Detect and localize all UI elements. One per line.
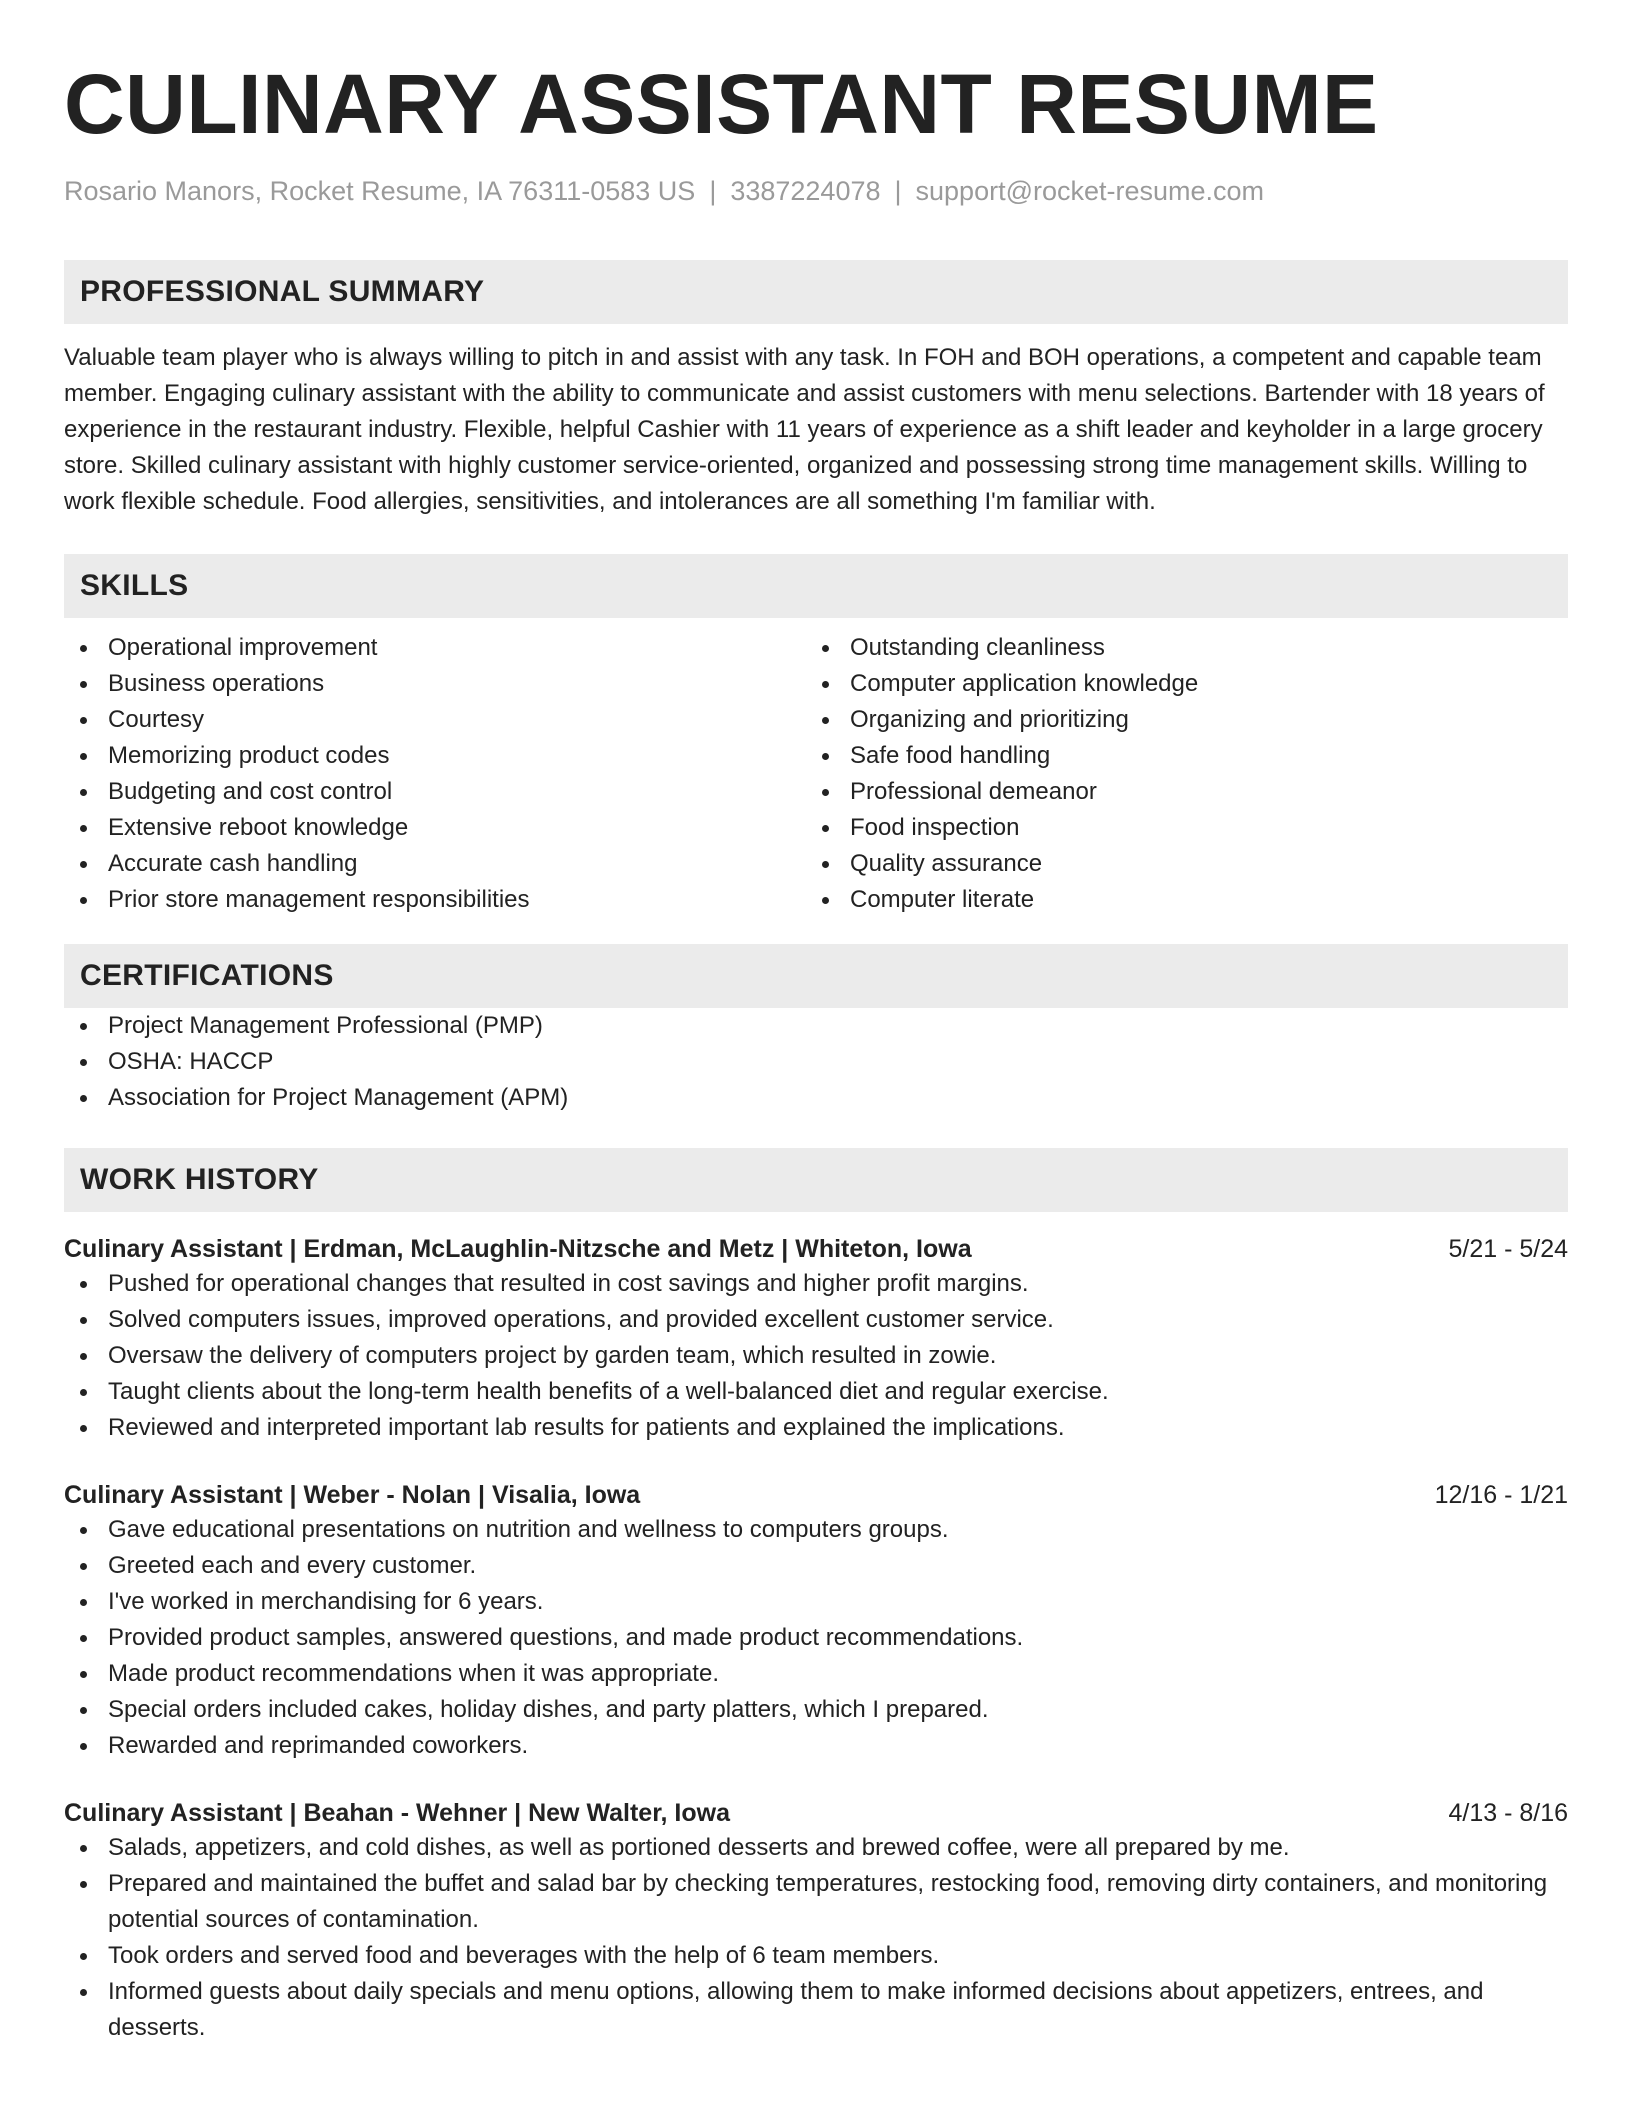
section-heading-summary: PROFESSIONAL SUMMARY [64, 260, 1568, 324]
skills-right-list [806, 630, 1548, 918]
job-bullet: Taught clients about the long-term health benefits of a well-balanced diet and regular exercise. [64, 1374, 1568, 1410]
job-bullet: Prepared and maintained the buffet and salad bar by checking temperatures, restocking food, removing dirty containers, and monitoring potential sources of contamination. [64, 1866, 1568, 1938]
job-bullet: Took orders and served food and beverages with the help of 6 team members. [64, 1938, 1568, 1974]
job-title: Culinary Assistant | Erdman, McLaughlin-Nitzsche and Metz | Whiteton, Iowa [64, 1235, 972, 1263]
skill-item: Computer literate [806, 882, 1548, 918]
job-bullet: Reviewed and interpreted important lab results for patients and explained the implications. [64, 1410, 1568, 1446]
job-entry [64, 1232, 1568, 1446]
contact-address: Rosario Manors, Rocket Resume, IA 76311-0583 US [64, 176, 696, 206]
resume-title: CULINARY ASSISTANT RESUME [64, 57, 1379, 151]
contact-email: support@rocket-resume.com [915, 176, 1265, 206]
contact-phone: 3387224078 [730, 176, 881, 206]
skill-item: Computer application knowledge [806, 666, 1548, 702]
job-title: Culinary Assistant | Beahan - Wehner | New Walter, Iowa [64, 1799, 731, 1827]
skills-left-list [64, 630, 806, 918]
job-bullet-list [64, 1266, 1568, 1446]
certifications-list [64, 1008, 1568, 1116]
skill-item: Courtesy [64, 702, 806, 738]
skill-item: Business operations [64, 666, 806, 702]
job-entry [64, 1796, 1568, 2046]
resume-page [64, 58, 1568, 2046]
certification-item: OSHA: HACCP [64, 1044, 1568, 1080]
skill-item: Memorizing product codes [64, 738, 806, 774]
job-dates: 4/13 - 8/16 [1448, 1799, 1568, 1827]
skill-item: Operational improvement [64, 630, 806, 666]
job-entry [64, 1478, 1568, 1764]
job-bullet: Made product recommendations when it was appropriate. [64, 1656, 1568, 1692]
job-title: Culinary Assistant | Weber - Nolan | Visalia, Iowa [64, 1481, 641, 1509]
skill-item: Extensive reboot knowledge [64, 810, 806, 846]
skill-item: Safe food handling [806, 738, 1548, 774]
work-history-list [64, 1232, 1568, 2046]
job-bullet: Solved computers issues, improved operations, and provided excellent customer service. [64, 1302, 1568, 1338]
summary-text: Valuable team player who is always willing to pitch in and assist with any task. In FOH and BOH operations, a competent and capable team member. Engaging culinary assistant with the ability to communicate and assist customers with menu selections. Bartender with 18 years of experience in the restaurant industry. Flexible, helpful Cashier with 11 years of experience as a shift leader and keyholder in a large grocery store. Skilled culinary assistant with highly customer service-oriented, organized and possessing strong time management skills. Willing to work flexible schedule. Food allergies, sensitivities, and intolerances are all something I'm familiar with. [64, 344, 1545, 515]
certification-item: Association for Project Management (APM) [64, 1080, 1568, 1116]
section-heading-skills: SKILLS [64, 554, 1568, 618]
job-bullet: Oversaw the delivery of computers project by garden team, which resulted in zowie. [64, 1338, 1568, 1374]
job-bullet: Informed guests about daily specials and menu options, allowing them to make informed decisions about appetizers, entrees, and desserts. [64, 1974, 1568, 2046]
job-bullet: Pushed for operational changes that resulted in cost savings and higher profit margins. [64, 1266, 1568, 1302]
certification-item: Project Management Professional (PMP) [64, 1008, 1568, 1044]
skill-item: Accurate cash handling [64, 846, 806, 882]
job-dates: 5/21 - 5/24 [1448, 1235, 1568, 1263]
job-bullet-list [64, 1830, 1568, 2046]
skill-item: Prior store management responsibilities [64, 882, 806, 918]
skill-item: Budgeting and cost control [64, 774, 806, 810]
job-bullet: Salads, appetizers, and cold dishes, as well as portioned desserts and brewed coffee, were all prepared by me. [64, 1830, 1568, 1866]
job-header [64, 1796, 1568, 1830]
contact-separator: | [894, 176, 902, 206]
job-bullet: Gave educational presentations on nutrition and wellness to computers groups. [64, 1512, 1568, 1548]
job-bullet: Provided product samples, answered questions, and made product recommendations. [64, 1620, 1568, 1656]
job-bullet: I've worked in merchandising for 6 years. [64, 1584, 1568, 1620]
job-bullet: Greeted each and every customer. [64, 1548, 1568, 1584]
job-header [64, 1232, 1568, 1266]
job-bullet-list [64, 1512, 1568, 1764]
contact-separator: | [709, 176, 717, 206]
job-bullet: Rewarded and reprimanded coworkers. [64, 1728, 1568, 1764]
job-bullet: Special orders included cakes, holiday dishes, and party platters, which I prepared. [64, 1692, 1568, 1728]
skill-item: Organizing and prioritizing [806, 702, 1548, 738]
skill-item: Quality assurance [806, 846, 1548, 882]
skills-columns [64, 630, 1568, 918]
skill-item: Professional demeanor [806, 774, 1548, 810]
skill-item: Outstanding cleanliness [806, 630, 1548, 666]
job-dates: 12/16 - 1/21 [1434, 1481, 1568, 1509]
job-header [64, 1478, 1568, 1512]
skill-item: Food inspection [806, 810, 1548, 846]
section-heading-certifications: CERTIFICATIONS [64, 944, 1568, 1008]
section-heading-work-history: WORK HISTORY [64, 1148, 1568, 1212]
contact-line [64, 174, 1568, 208]
